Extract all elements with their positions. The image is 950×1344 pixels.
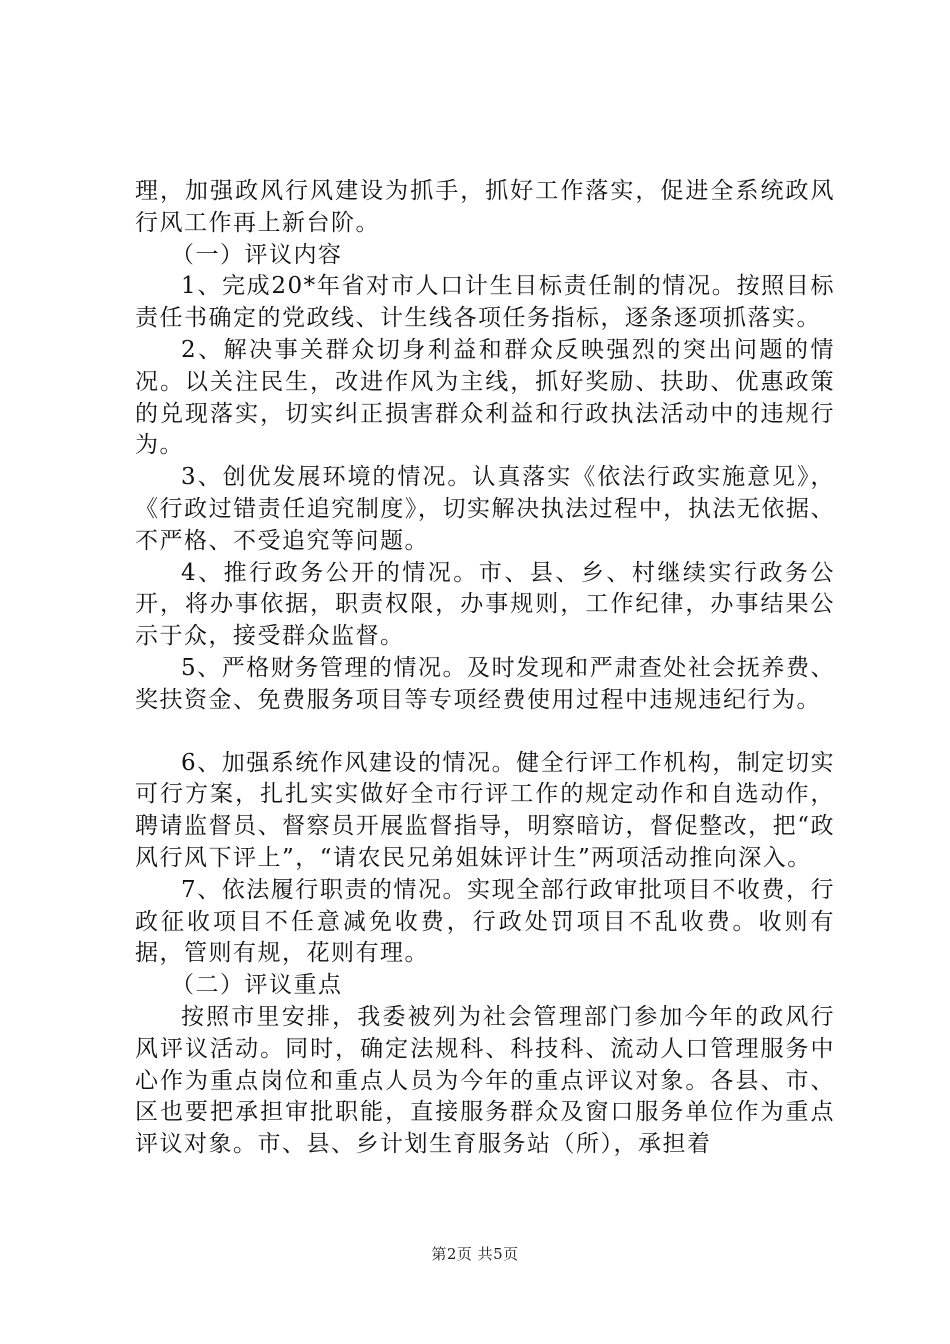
section-heading-evaluation-focus: （二）评议重点 — [171, 972, 343, 999]
paragraph-item-7: 7、依法履行职责的情况。实现全部行政审批项目不收费，行政征收项目不任意减免收费，行政处罚项目不乱收费。收则有据，管则有规，花则有理。 — [135, 876, 835, 967]
paragraph-item-3: 3、创优发展环境的情况。认真落实《依法行政实施意见》，《行政过错责任追究制度》，切实解决执法过程中，执法无依据、不严格、不受追究等问题。 — [135, 464, 835, 554]
paragraph-continuation: 理，加强政风行风建设为抓手，抓好工作落实，促进全系统政风行风工作再上新台阶。 — [135, 178, 835, 236]
page-number-footer: 第2页 共5页 — [431, 1245, 519, 1263]
paragraph-item-6: 6、加强系统作风建设的情况。健全行评工作机构，制定切实可行方案，扎扎实实做好全市行评工作的规定动作和自选动作，聘请监督员、督察员开展监督指导，明察暗访，督促整改，把“政风行风下评上”，“请农民兄弟姐妹评计生”两项活动推向深入。 — [135, 749, 835, 871]
paragraph-item-1: 1、完成20*年省对市人口计生目标责任制的情况。按照目标责任书确定的党政线、计生线各项任务指标，逐条逐项抓落实。 — [135, 273, 835, 332]
document-body — [135, 176, 835, 1161]
paragraph-focus-body: 按照市里安排，我委被列为社会管理部门参加今年的政风行风评议活动。同时，确定法规科、科技科、流动人口管理服务中心作为重点岗位和重点人员为今年的重点评议对象。各县、市、区也要把承担审批职能，直接服务群众及窗口服务单位作为重点评议对象。市、县、乡计划生育服务站（所），承担着 — [135, 1003, 835, 1158]
paragraph-item-4: 4、推行政务公开的情况。市、县、乡、村继续实行政务公开，将办事依据，职责权限，办事规则，工作纪律，办事结果公示于众，接受群众监督。 — [135, 559, 835, 650]
paragraph-item-5: 5、严格财务管理的情况。及时发现和严肃查处社会抚养费、奖扶资金、免费服务项目等专项经费使用过程中违规违纪行为。 — [135, 654, 835, 713]
section-heading-evaluation-content: （一）评议内容 — [171, 241, 343, 268]
paragraph-item-2: 2、解决事关群众切身利益和群众反映强烈的突出问题的情况。以关注民生，改进作风为主线，抓好奖励、扶助、优惠政策的兑现落实，切实纠正损害群众利益和行政执法活动中的违规行为。 — [135, 336, 835, 459]
